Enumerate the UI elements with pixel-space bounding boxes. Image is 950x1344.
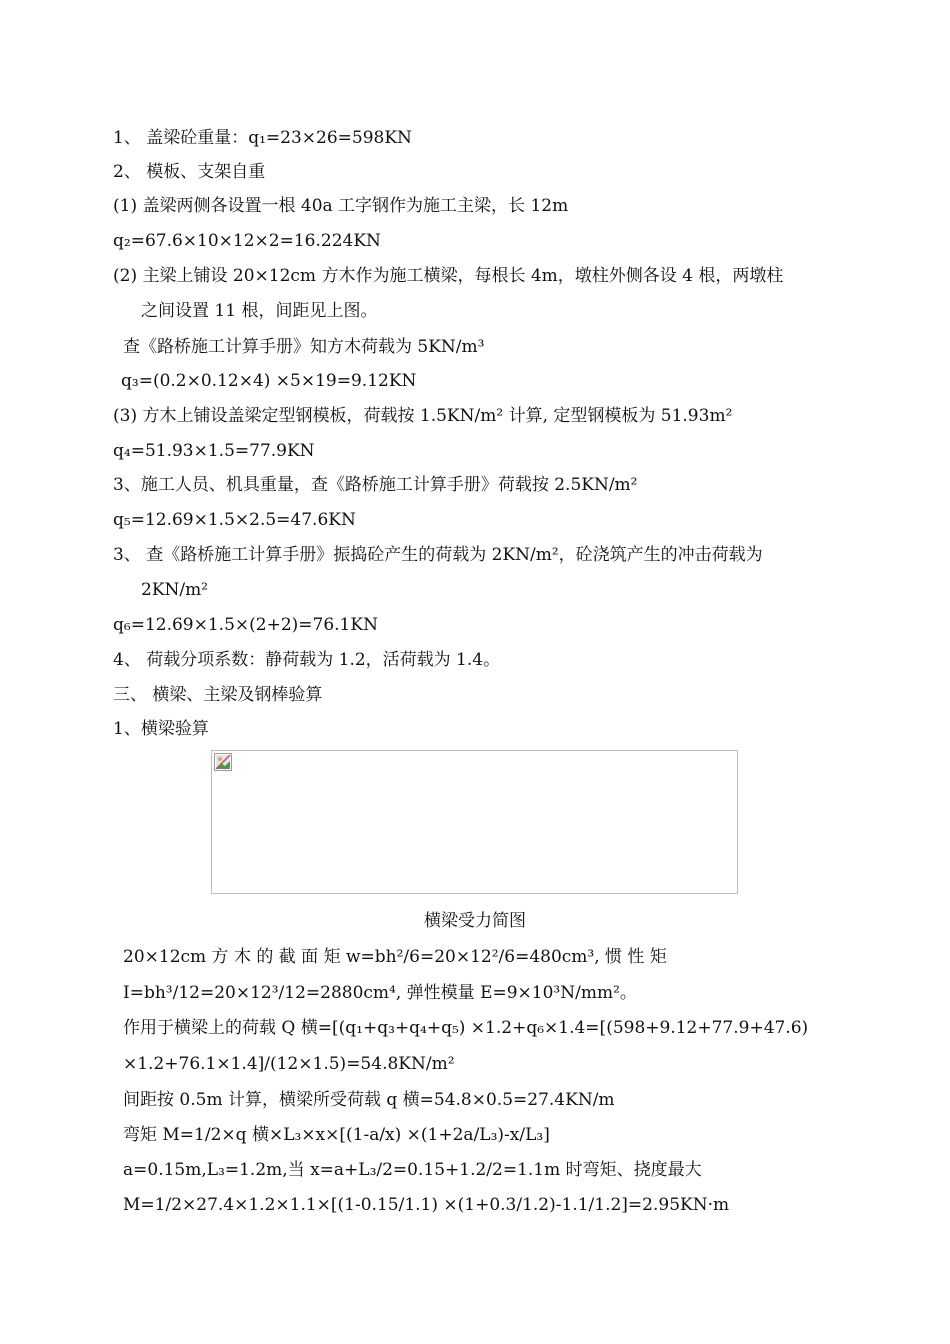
text-line: 查《路桥施工计算手册》知方木荷载为 5KN/m³ xyxy=(123,337,485,357)
text-line: M=1/2×27.4×1.2×1.1×[(1-0.15/1.1) ×(1+0.3/1.2)-1.1/1.2]=2.95KN·m xyxy=(123,1195,730,1215)
broken-image-icon xyxy=(214,753,232,771)
text-line: (3) 方木上铺设盖梁定型钢模板，荷载按 1.5KN/m² 计算, 定型钢模板为 51.93m² xyxy=(113,406,733,426)
text-line: 间距按 0.5m 计算，横梁所受荷载 q 横=54.8×0.5=27.4KN/m xyxy=(123,1090,615,1110)
text-line: q₄=51.93×1.5=77.9KN xyxy=(113,441,315,461)
figure-placeholder xyxy=(211,750,738,894)
section-heading: 三、 横梁、主梁及钢棒验算 xyxy=(113,685,323,705)
text-line: 2KN/m² xyxy=(141,580,209,600)
text-line: q₆=12.69×1.5×(2+2)=76.1KN xyxy=(113,615,378,635)
text-line: 4、 荷载分项系数：静荷载为 1.2，活荷载为 1.4。 xyxy=(113,650,501,670)
text-line: (2) 主梁上铺设 20×12cm 方木作为施工横梁，每根长 4m，墩柱外侧各设 4 根，两墩柱 xyxy=(113,266,784,286)
text-line: 之间设置 11 根，间距见上图。 xyxy=(141,301,378,321)
text-line: 作用于横梁上的荷载 Q 横=[(q₁+q₃+q₄+q₅) ×1.2+q₆×1.4=[(598+9.12+77.9+47.6) xyxy=(123,1018,809,1038)
text-line: I=bh³/12=20×12³/12=2880cm⁴, 弹性模量 E=9×10³N/mm²。 xyxy=(123,983,637,1003)
text-line: 2、 模板、支架自重 xyxy=(113,162,266,182)
text-line: 20×12cm 方 木 的 截 面 矩 w=bh²/6=20×12²/6=480cm³, 惯 性 矩 xyxy=(123,947,667,967)
text-line: q₃=(0.2×0.12×4) ×5×19=9.12KN xyxy=(121,371,417,391)
text-line: ×1.2+76.1×1.4]/(12×1.5)=54.8KN/m² xyxy=(123,1054,455,1074)
text-line: (1) 盖梁两侧各设置一根 40a 工字钢作为施工主梁，长 12m xyxy=(113,196,569,216)
text-line: 1、 盖梁砼重量：q₁=23×26=598KN xyxy=(113,128,412,148)
subsection-heading: 1、横梁验算 xyxy=(113,719,209,739)
figure-caption: 横梁受力简图 xyxy=(424,911,526,931)
text-line: 3、 查《路桥施工计算手册》振捣砼产生的荷载为 2KN/m²，砼浇筑产生的冲击荷载为 xyxy=(113,545,763,565)
text-line: 弯矩 M=1/2×q 横×L₃×x×[(1-a/x) ×(1+2a/L₃)-x/L₃] xyxy=(123,1125,550,1145)
text-line: 3、施工人员、机具重量，查《路桥施工计算手册》荷载按 2.5KN/m² xyxy=(113,475,638,495)
text-line: q₅=12.69×1.5×2.5=47.6KN xyxy=(113,510,356,530)
text-line: q₂=67.6×10×12×2=16.224KN xyxy=(113,231,381,251)
text-line: a=0.15m,L₃=1.2m,当 x=a+L₃/2=0.15+1.2/2=1.1m 时弯矩、挠度最大 xyxy=(123,1160,702,1180)
